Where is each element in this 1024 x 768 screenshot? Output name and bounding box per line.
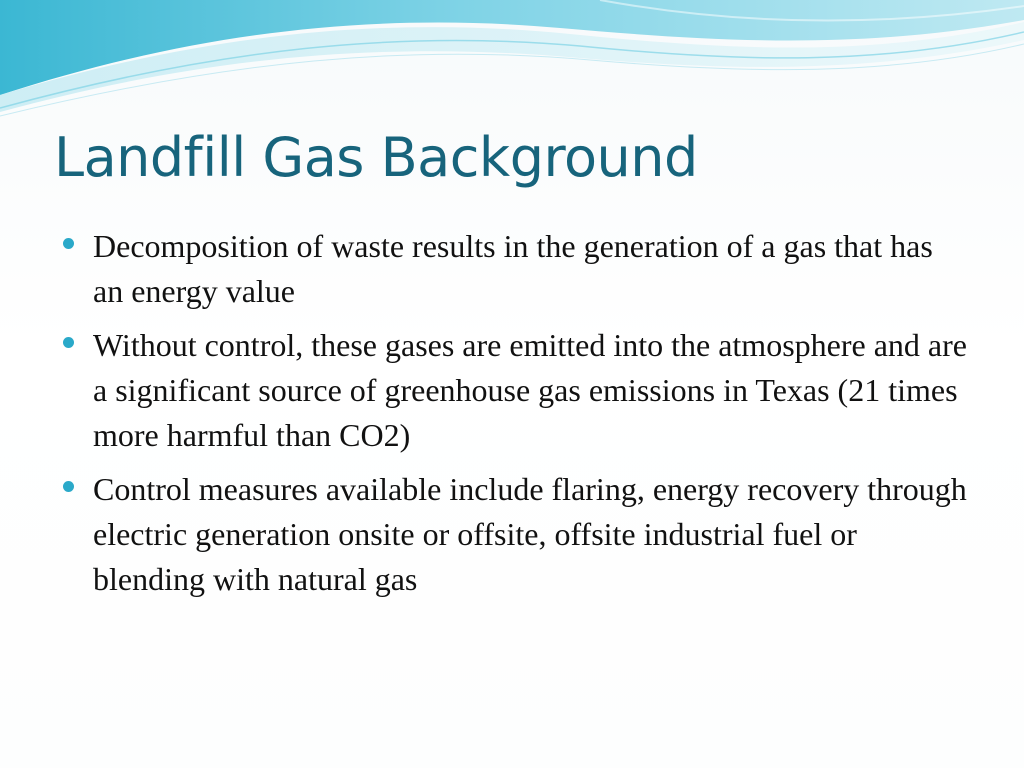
bullet-list <box>60 224 970 611</box>
bullet-text: Without control, these gases are emitted into the atmosphere and are a significant source of greenhouse gas emissions in Texas (21 times more harmful than CO2) <box>93 327 967 453</box>
bullet-text: Control measures available include flaring, energy recovery through electric generation onsite or offsite, offsite industrial fuel or blending with natural gas <box>93 471 967 597</box>
wave-header-decoration <box>0 0 1024 120</box>
bullet-item <box>60 467 970 602</box>
bullet-item <box>60 323 970 458</box>
slide-title: Landfill Gas Background <box>54 126 698 189</box>
bullet-item <box>60 224 970 314</box>
circle-bullet-icon <box>63 337 74 348</box>
bullet-text: Decomposition of waste results in the generation of a gas that has an energy value <box>93 228 933 309</box>
circle-bullet-icon <box>63 481 74 492</box>
circle-bullet-icon <box>63 238 74 249</box>
